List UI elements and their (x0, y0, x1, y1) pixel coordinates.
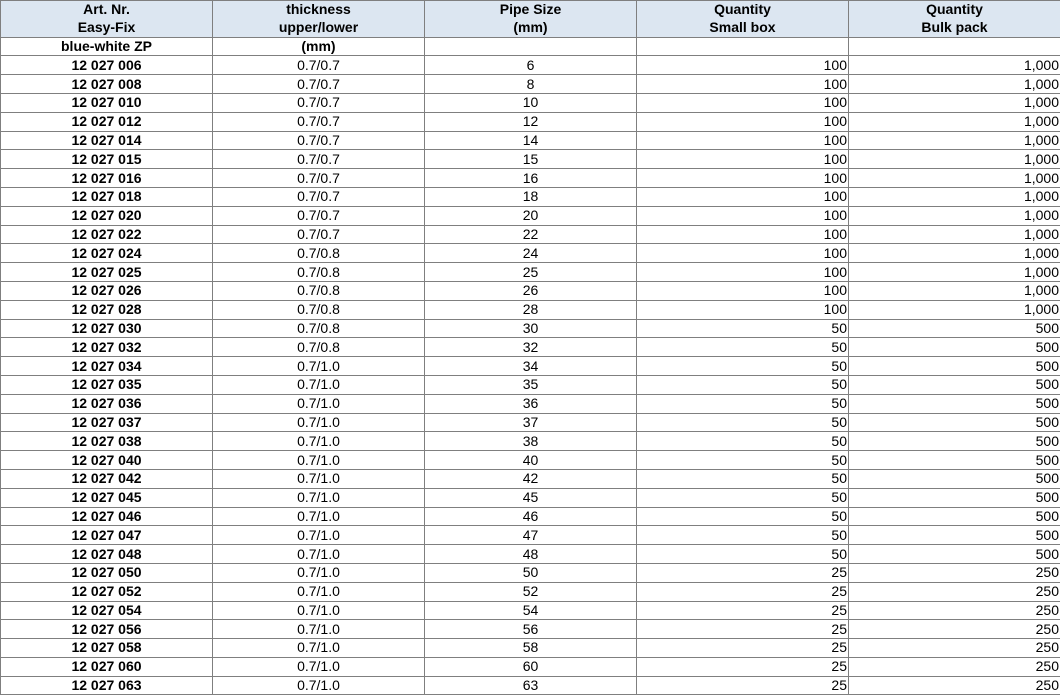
cell-pipe-size: 38 (425, 432, 637, 451)
table-row (1, 639, 1060, 658)
header-small-box: Small box (637, 19, 849, 37)
cell-pipe-size: 40 (425, 451, 637, 470)
cell-qty-small-box: 100 (637, 112, 849, 131)
cell-qty-small-box: 50 (637, 507, 849, 526)
table-row (1, 620, 1060, 639)
cell-thickness: 0.7/1.0 (213, 507, 425, 526)
cell-pipe-size: 58 (425, 639, 637, 658)
header-blank-3 (425, 37, 637, 56)
table-row (1, 413, 1060, 432)
cell-thickness: 0.7/0.7 (213, 187, 425, 206)
cell-qty-bulk-pack: 1,000 (849, 300, 1060, 319)
cell-thickness: 0.7/0.7 (213, 206, 425, 225)
cell-pipe-size: 14 (425, 131, 637, 150)
cell-qty-small-box: 50 (637, 526, 849, 545)
cell-thickness: 0.7/1.0 (213, 601, 425, 620)
cell-art-nr: 12 027 046 (1, 507, 213, 526)
cell-thickness: 0.7/1.0 (213, 394, 425, 413)
cell-art-nr: 12 027 030 (1, 319, 213, 338)
cell-art-nr: 12 027 024 (1, 244, 213, 263)
table-row (1, 507, 1060, 526)
cell-qty-small-box: 100 (637, 93, 849, 112)
cell-qty-bulk-pack: 250 (849, 601, 1060, 620)
cell-thickness: 0.7/0.8 (213, 281, 425, 300)
cell-qty-small-box: 100 (637, 187, 849, 206)
cell-thickness: 0.7/0.8 (213, 338, 425, 357)
cell-qty-small-box: 100 (637, 131, 849, 150)
cell-pipe-size: 6 (425, 56, 637, 75)
header-thickness-sub: upper/lower (213, 19, 425, 37)
table-row (1, 169, 1060, 188)
table-row (1, 432, 1060, 451)
header-art-nr: Art. Nr. (1, 1, 213, 19)
cell-art-nr: 12 027 025 (1, 263, 213, 282)
cell-qty-small-box: 50 (637, 432, 849, 451)
cell-thickness: 0.7/0.7 (213, 131, 425, 150)
table-row (1, 225, 1060, 244)
cell-thickness: 0.7/1.0 (213, 469, 425, 488)
cell-qty-bulk-pack: 1,000 (849, 281, 1060, 300)
cell-qty-bulk-pack: 250 (849, 657, 1060, 676)
cell-qty-bulk-pack: 1,000 (849, 131, 1060, 150)
cell-qty-bulk-pack: 1,000 (849, 169, 1060, 188)
cell-thickness: 0.7/1.0 (213, 375, 425, 394)
cell-qty-bulk-pack: 1,000 (849, 112, 1060, 131)
cell-pipe-size: 45 (425, 488, 637, 507)
header-art-variant: blue-white ZP (1, 37, 213, 56)
cell-art-nr: 12 027 048 (1, 545, 213, 564)
cell-qty-small-box: 50 (637, 394, 849, 413)
cell-pipe-size: 35 (425, 375, 637, 394)
cell-qty-bulk-pack: 500 (849, 507, 1060, 526)
table-row (1, 112, 1060, 131)
cell-art-nr: 12 027 060 (1, 657, 213, 676)
cell-art-nr: 12 027 016 (1, 169, 213, 188)
cell-qty-bulk-pack: 500 (849, 526, 1060, 545)
cell-pipe-size: 30 (425, 319, 637, 338)
cell-qty-small-box: 100 (637, 75, 849, 94)
cell-pipe-size: 32 (425, 338, 637, 357)
cell-art-nr: 12 027 038 (1, 432, 213, 451)
table-row (1, 244, 1060, 263)
header-quantity-small: Quantity (637, 1, 849, 19)
cell-qty-small-box: 25 (637, 620, 849, 639)
cell-qty-small-box: 50 (637, 451, 849, 470)
cell-art-nr: 12 027 040 (1, 451, 213, 470)
cell-pipe-size: 34 (425, 357, 637, 376)
cell-art-nr: 12 027 008 (1, 75, 213, 94)
cell-pipe-size: 47 (425, 526, 637, 545)
cell-thickness: 0.7/1.0 (213, 413, 425, 432)
header-pipe-size: Pipe Size (425, 1, 637, 19)
table-row (1, 582, 1060, 601)
cell-art-nr: 12 027 042 (1, 469, 213, 488)
cell-qty-small-box: 100 (637, 150, 849, 169)
cell-art-nr: 12 027 052 (1, 582, 213, 601)
cell-thickness: 0.7/1.0 (213, 563, 425, 582)
cell-pipe-size: 56 (425, 620, 637, 639)
cell-qty-small-box: 25 (637, 676, 849, 695)
cell-thickness: 0.7/0.8 (213, 319, 425, 338)
header-row-2 (1, 19, 1060, 37)
cell-qty-bulk-pack: 500 (849, 413, 1060, 432)
header-bulk-pack: Bulk pack (849, 19, 1060, 37)
cell-qty-bulk-pack: 500 (849, 319, 1060, 338)
cell-pipe-size: 15 (425, 150, 637, 169)
header-thickness: thickness (213, 1, 425, 19)
cell-art-nr: 12 027 020 (1, 206, 213, 225)
cell-thickness: 0.7/0.7 (213, 150, 425, 169)
table-row (1, 469, 1060, 488)
cell-qty-small-box: 25 (637, 582, 849, 601)
cell-pipe-size: 52 (425, 582, 637, 601)
cell-pipe-size: 24 (425, 244, 637, 263)
cell-pipe-size: 46 (425, 507, 637, 526)
cell-qty-small-box: 50 (637, 357, 849, 376)
cell-qty-small-box: 50 (637, 338, 849, 357)
cell-qty-bulk-pack: 500 (849, 432, 1060, 451)
cell-pipe-size: 37 (425, 413, 637, 432)
cell-thickness: 0.7/1.0 (213, 582, 425, 601)
cell-qty-bulk-pack: 1,000 (849, 263, 1060, 282)
table-row (1, 187, 1060, 206)
cell-qty-bulk-pack: 250 (849, 620, 1060, 639)
cell-art-nr: 12 027 006 (1, 56, 213, 75)
cell-pipe-size: 36 (425, 394, 637, 413)
header-quantity-bulk: Quantity (849, 1, 1060, 19)
cell-thickness: 0.7/0.8 (213, 263, 425, 282)
table-row (1, 300, 1060, 319)
cell-thickness: 0.7/1.0 (213, 451, 425, 470)
cell-art-nr: 12 027 012 (1, 112, 213, 131)
cell-qty-bulk-pack: 1,000 (849, 93, 1060, 112)
cell-art-nr: 12 027 026 (1, 281, 213, 300)
cell-qty-bulk-pack: 1,000 (849, 150, 1060, 169)
cell-qty-bulk-pack: 500 (849, 357, 1060, 376)
table-row (1, 131, 1060, 150)
table-row (1, 150, 1060, 169)
cell-thickness: 0.7/1.0 (213, 488, 425, 507)
cell-qty-small-box: 25 (637, 601, 849, 620)
cell-pipe-size: 10 (425, 93, 637, 112)
table-row (1, 601, 1060, 620)
cell-pipe-size: 25 (425, 263, 637, 282)
cell-qty-small-box: 100 (637, 263, 849, 282)
cell-qty-small-box: 50 (637, 469, 849, 488)
table-row (1, 281, 1060, 300)
cell-qty-small-box: 25 (637, 657, 849, 676)
cell-qty-bulk-pack: 1,000 (849, 75, 1060, 94)
cell-pipe-size: 20 (425, 206, 637, 225)
header-art-sub: Easy-Fix (1, 19, 213, 37)
cell-thickness: 0.7/1.0 (213, 545, 425, 564)
cell-thickness: 0.7/1.0 (213, 639, 425, 658)
cell-art-nr: 12 027 032 (1, 338, 213, 357)
cell-art-nr: 12 027 018 (1, 187, 213, 206)
cell-art-nr: 12 027 036 (1, 394, 213, 413)
cell-art-nr: 12 027 056 (1, 620, 213, 639)
table-row (1, 488, 1060, 507)
cell-art-nr: 12 027 045 (1, 488, 213, 507)
table-row (1, 676, 1060, 695)
cell-qty-small-box: 100 (637, 56, 849, 75)
cell-qty-small-box: 100 (637, 281, 849, 300)
cell-qty-bulk-pack: 1,000 (849, 187, 1060, 206)
table-header (1, 1, 1060, 56)
cell-thickness: 0.7/0.7 (213, 56, 425, 75)
cell-qty-bulk-pack: 500 (849, 394, 1060, 413)
cell-qty-small-box: 100 (637, 244, 849, 263)
cell-qty-small-box: 25 (637, 639, 849, 658)
cell-art-nr: 12 027 050 (1, 563, 213, 582)
cell-qty-bulk-pack: 500 (849, 545, 1060, 564)
cell-qty-bulk-pack: 250 (849, 582, 1060, 601)
cell-thickness: 0.7/0.7 (213, 169, 425, 188)
cell-qty-bulk-pack: 250 (849, 563, 1060, 582)
cell-art-nr: 12 027 035 (1, 375, 213, 394)
cell-qty-small-box: 50 (637, 413, 849, 432)
cell-pipe-size: 60 (425, 657, 637, 676)
cell-qty-bulk-pack: 1,000 (849, 56, 1060, 75)
cell-thickness: 0.7/0.7 (213, 112, 425, 131)
cell-qty-small-box: 50 (637, 488, 849, 507)
cell-art-nr: 12 027 028 (1, 300, 213, 319)
table-row (1, 93, 1060, 112)
cell-thickness: 0.7/0.7 (213, 75, 425, 94)
cell-pipe-size: 54 (425, 601, 637, 620)
cell-art-nr: 12 027 034 (1, 357, 213, 376)
cell-qty-bulk-pack: 500 (849, 375, 1060, 394)
cell-thickness: 0.7/0.7 (213, 93, 425, 112)
cell-pipe-size: 26 (425, 281, 637, 300)
cell-art-nr: 12 027 015 (1, 150, 213, 169)
cell-thickness: 0.7/1.0 (213, 357, 425, 376)
cell-thickness: 0.7/0.7 (213, 225, 425, 244)
table-row (1, 338, 1060, 357)
cell-pipe-size: 28 (425, 300, 637, 319)
table-row (1, 563, 1060, 582)
cell-art-nr: 12 027 054 (1, 601, 213, 620)
cell-qty-small-box: 25 (637, 563, 849, 582)
header-row-3 (1, 37, 1060, 56)
cell-qty-bulk-pack: 1,000 (849, 206, 1060, 225)
header-row-1 (1, 1, 1060, 19)
cell-art-nr: 12 027 022 (1, 225, 213, 244)
cell-pipe-size: 16 (425, 169, 637, 188)
cell-qty-bulk-pack: 1,000 (849, 225, 1060, 244)
cell-art-nr: 12 027 058 (1, 639, 213, 658)
cell-qty-small-box: 100 (637, 225, 849, 244)
table-row (1, 319, 1060, 338)
cell-thickness: 0.7/1.0 (213, 526, 425, 545)
table-row (1, 56, 1060, 75)
cell-qty-bulk-pack: 500 (849, 469, 1060, 488)
cell-pipe-size: 63 (425, 676, 637, 695)
cell-art-nr: 12 027 063 (1, 676, 213, 695)
cell-qty-bulk-pack: 250 (849, 639, 1060, 658)
cell-pipe-size: 22 (425, 225, 637, 244)
cell-qty-bulk-pack: 500 (849, 338, 1060, 357)
table-row (1, 375, 1060, 394)
cell-pipe-size: 12 (425, 112, 637, 131)
cell-qty-small-box: 100 (637, 169, 849, 188)
cell-qty-bulk-pack: 500 (849, 488, 1060, 507)
cell-art-nr: 12 027 014 (1, 131, 213, 150)
cell-pipe-size: 48 (425, 545, 637, 564)
cell-qty-bulk-pack: 1,000 (849, 244, 1060, 263)
cell-qty-small-box: 100 (637, 300, 849, 319)
table-row (1, 526, 1060, 545)
table-row (1, 357, 1060, 376)
cell-qty-small-box: 50 (637, 545, 849, 564)
cell-pipe-size: 18 (425, 187, 637, 206)
cell-pipe-size: 42 (425, 469, 637, 488)
table-row (1, 545, 1060, 564)
cell-thickness: 0.7/1.0 (213, 620, 425, 639)
header-blank-4 (637, 37, 849, 56)
cell-thickness: 0.7/0.8 (213, 300, 425, 319)
cell-qty-bulk-pack: 250 (849, 676, 1060, 695)
table-row (1, 206, 1060, 225)
cell-art-nr: 12 027 010 (1, 93, 213, 112)
cell-art-nr: 12 027 047 (1, 526, 213, 545)
table-row (1, 75, 1060, 94)
header-blank-5 (849, 37, 1060, 56)
cell-thickness: 0.7/1.0 (213, 432, 425, 451)
table-row (1, 263, 1060, 282)
cell-qty-small-box: 100 (637, 206, 849, 225)
cell-thickness: 0.7/1.0 (213, 657, 425, 676)
table-row (1, 657, 1060, 676)
cell-qty-small-box: 50 (637, 319, 849, 338)
cell-qty-bulk-pack: 500 (849, 451, 1060, 470)
cell-qty-small-box: 50 (637, 375, 849, 394)
table-row (1, 394, 1060, 413)
cell-thickness: 0.7/1.0 (213, 676, 425, 695)
table-row (1, 451, 1060, 470)
cell-pipe-size: 8 (425, 75, 637, 94)
cell-thickness: 0.7/0.8 (213, 244, 425, 263)
header-thickness-unit: (mm) (213, 37, 425, 56)
cell-pipe-size: 50 (425, 563, 637, 582)
table-body (1, 56, 1060, 695)
cell-art-nr: 12 027 037 (1, 413, 213, 432)
header-pipe-size-unit: (mm) (425, 19, 637, 37)
